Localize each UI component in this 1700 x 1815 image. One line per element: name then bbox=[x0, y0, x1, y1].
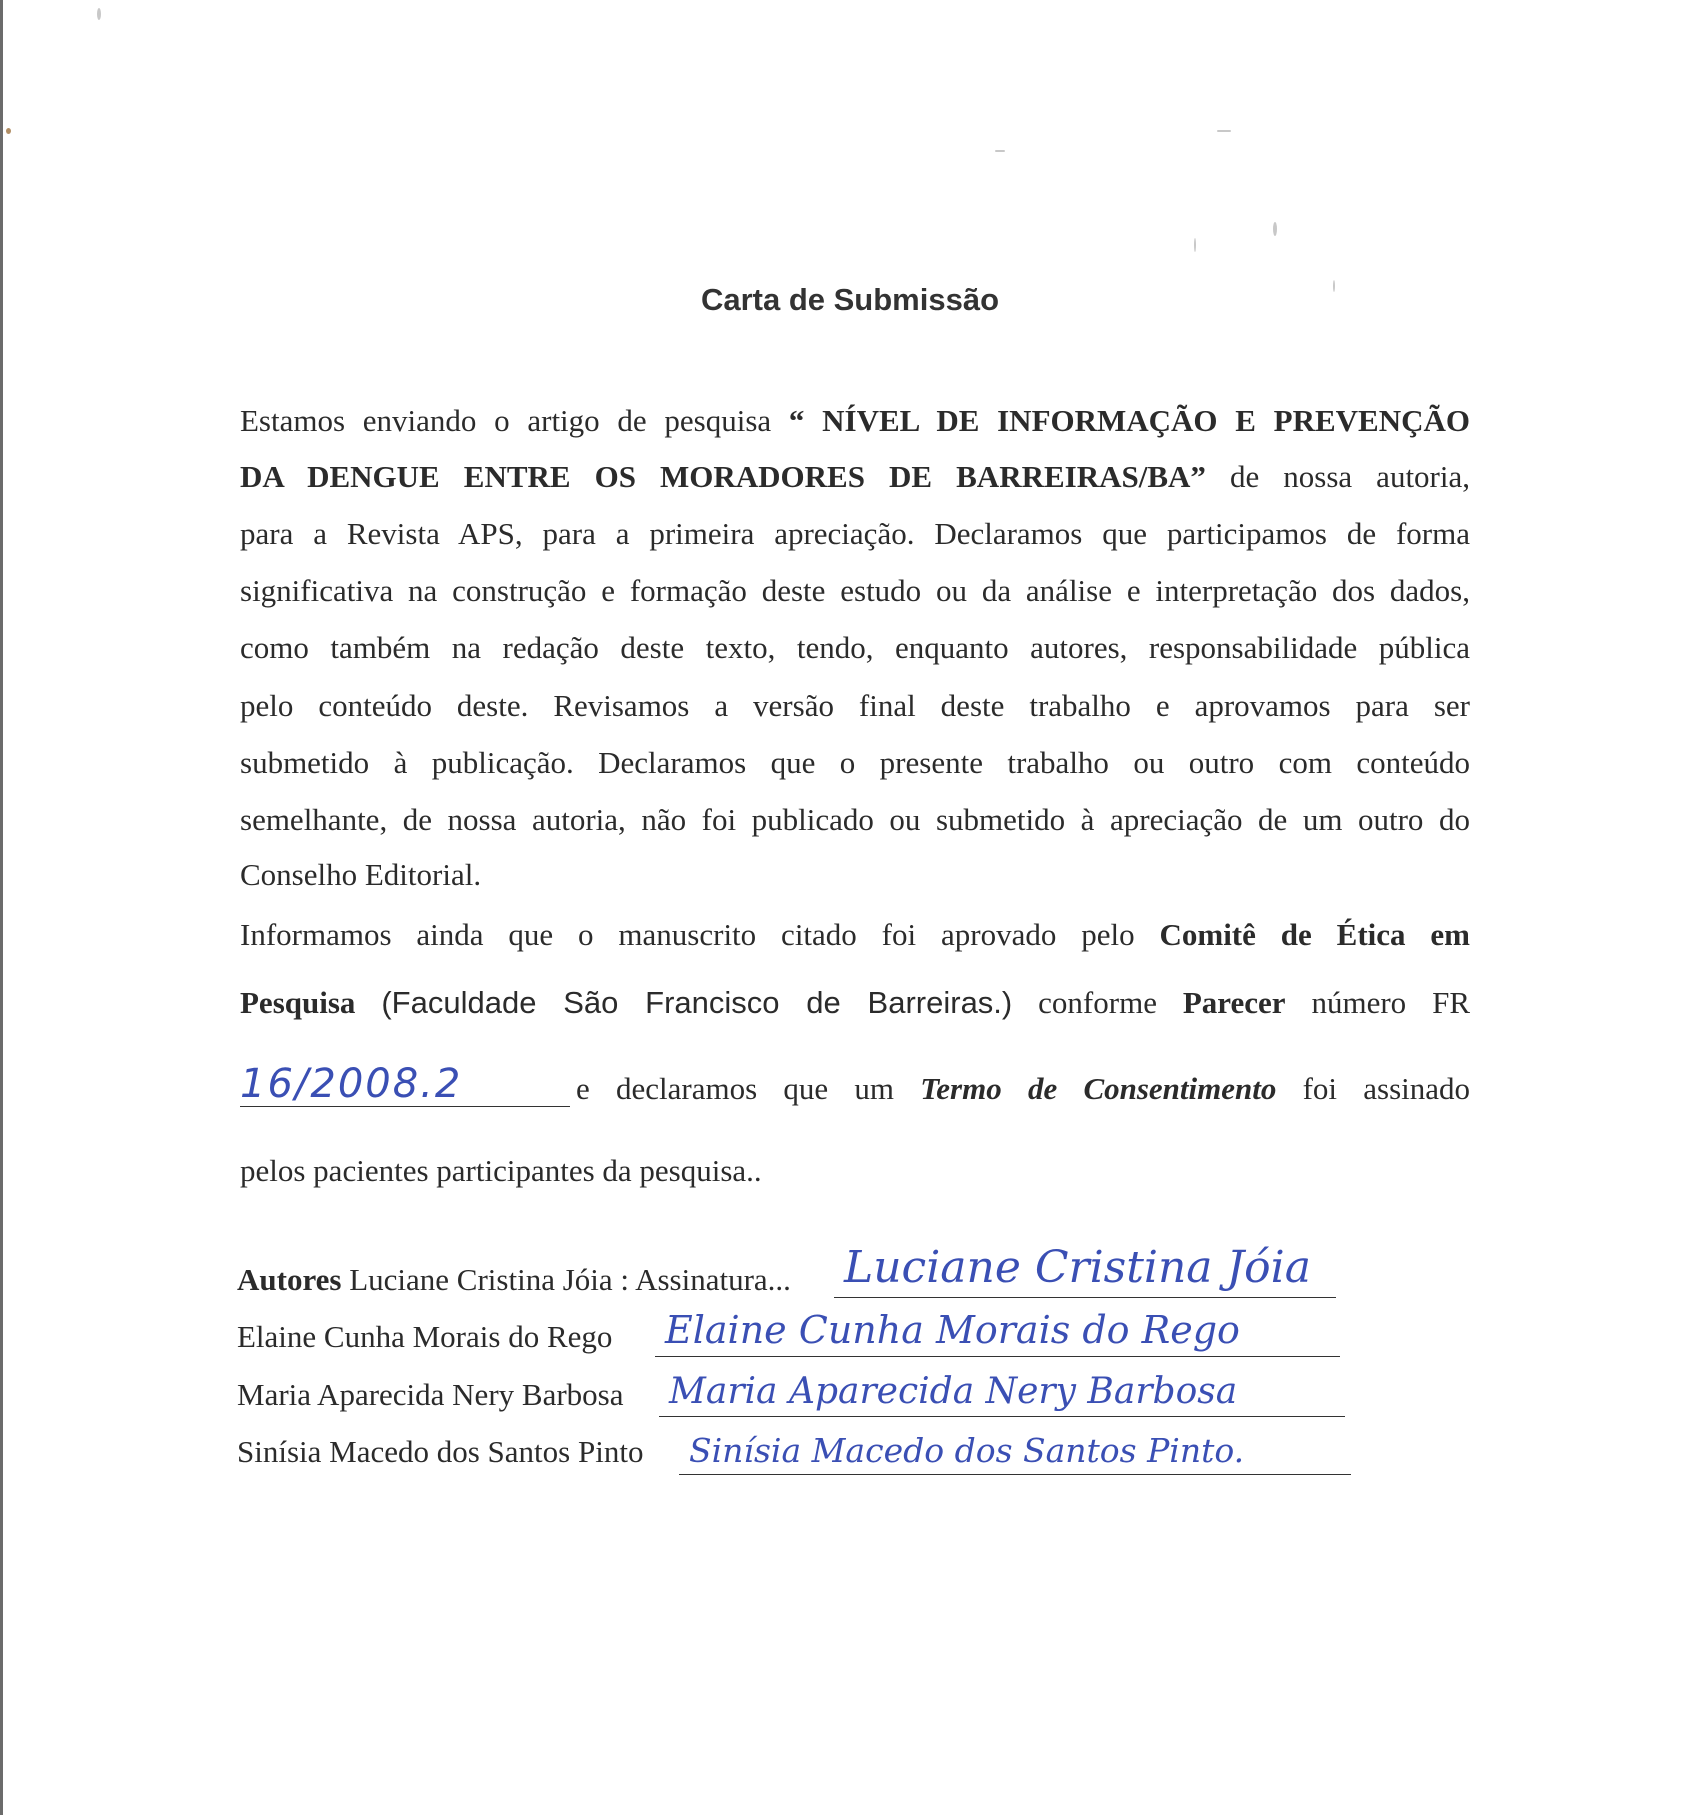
paragraph1-line5: como também na redação deste texto, tendo, enquanto autores, responsabilidade pública bbox=[240, 630, 1470, 665]
text-span: Informamos ainda que o manuscrito citado foi aprovado pelo bbox=[240, 917, 1135, 952]
author-row-2 bbox=[237, 1319, 612, 1355]
paragraph1-line4: significativa na construção e formação deste estudo ou da análise e interpretação dos dados, bbox=[240, 573, 1470, 608]
text-span: e declaramos que um bbox=[576, 1071, 894, 1106]
consent-term-label: Termo de Consentimento bbox=[920, 1071, 1277, 1106]
signature-line-2 bbox=[655, 1292, 1340, 1357]
author-name: Sinísia Macedo dos Santos Pinto bbox=[237, 1434, 644, 1469]
parecer-label: Parecer bbox=[1182, 985, 1286, 1020]
institution-name: (Faculdade São Francisco de Barreiras.) bbox=[381, 985, 1013, 1020]
text-span: número FR bbox=[1311, 985, 1471, 1020]
signature-line-3 bbox=[659, 1352, 1345, 1417]
scan-speck bbox=[1194, 238, 1196, 252]
article-title-part1: “ NÍVEL DE INFORMAÇÃO E PREVENÇÃO bbox=[788, 403, 1471, 438]
author-name: Elaine Cunha Morais do Rego bbox=[237, 1319, 613, 1354]
signature-line-4 bbox=[679, 1410, 1351, 1475]
text-span: conforme bbox=[1038, 985, 1157, 1020]
paragraph1-line8: semelhante, de nossa autoria, não foi publicado ou submetido à apreciação de um outro do bbox=[240, 802, 1470, 837]
scan-speck bbox=[1217, 130, 1231, 132]
author-row-4 bbox=[237, 1434, 643, 1470]
text-span: de nossa autoria, bbox=[1229, 459, 1471, 494]
scan-speck bbox=[97, 8, 101, 20]
ethics-committee-label: Comitê de Ética em bbox=[1159, 917, 1470, 952]
parecer-number-field: 16/2008.2 bbox=[240, 1062, 570, 1107]
scan-edge bbox=[0, 0, 3, 1815]
author-name: Luciane Cristina Jóia bbox=[349, 1262, 613, 1297]
paragraph1-line6: pelo conteúdo deste. Revisamos a versão final deste trabalho e aprovamos para ser bbox=[240, 688, 1470, 723]
scan-speck bbox=[1273, 222, 1277, 236]
paragraph2-line2 bbox=[240, 985, 1470, 1021]
ethics-committee-label-cont: Pesquisa bbox=[240, 985, 356, 1020]
paragraph1-line3: para a Revista APS, para a primeira apreciação. Declaramos que participamos de forma bbox=[240, 516, 1470, 551]
signature: Maria Aparecida Nery Barbosa bbox=[669, 1371, 1238, 1412]
paragraph1-line1 bbox=[240, 403, 1470, 439]
signature: Elaine Cunha Morais do Rego bbox=[665, 1308, 1240, 1352]
article-title-part2: DA DENGUE ENTRE OS MORADORES DE BARREIRAS/BA” bbox=[240, 459, 1206, 494]
paragraph2-line3-text bbox=[570, 1071, 1470, 1107]
signature-label: Assinatura... bbox=[635, 1262, 791, 1297]
paragraph1-line9: Conselho Editorial. bbox=[240, 857, 482, 892]
authors-label: Autores bbox=[237, 1262, 342, 1297]
paragraph2-line1 bbox=[240, 917, 1470, 953]
signature-line-1 bbox=[834, 1233, 1336, 1298]
text-span: Estamos enviando o artigo de pesquisa bbox=[240, 403, 772, 438]
author-row-1: Autores Luciane Cristina Jóia : Assinatura... bbox=[237, 1262, 791, 1297]
text-span: foi assinado bbox=[1302, 1071, 1471, 1106]
paragraph2-line3 bbox=[240, 1062, 1470, 1107]
signature: Luciane Cristina Jóia bbox=[844, 1242, 1311, 1293]
paragraph1-line2 bbox=[240, 459, 1470, 495]
scan-speck bbox=[6, 128, 11, 134]
paragraph1-line7: submetido à publicação. Declaramos que o presente trabalho ou outro com conteúdo bbox=[240, 745, 1470, 780]
author-row-3 bbox=[237, 1377, 623, 1413]
page-title: Carta de Submissão bbox=[700, 282, 1000, 317]
author-name: Maria Aparecida Nery Barbosa bbox=[237, 1377, 624, 1412]
scan-speck bbox=[995, 150, 1005, 152]
signature: Sinísia Macedo dos Santos Pinto. bbox=[689, 1431, 1245, 1470]
paragraph2-line4: pelos pacientes participantes da pesquisa.. bbox=[240, 1153, 762, 1188]
